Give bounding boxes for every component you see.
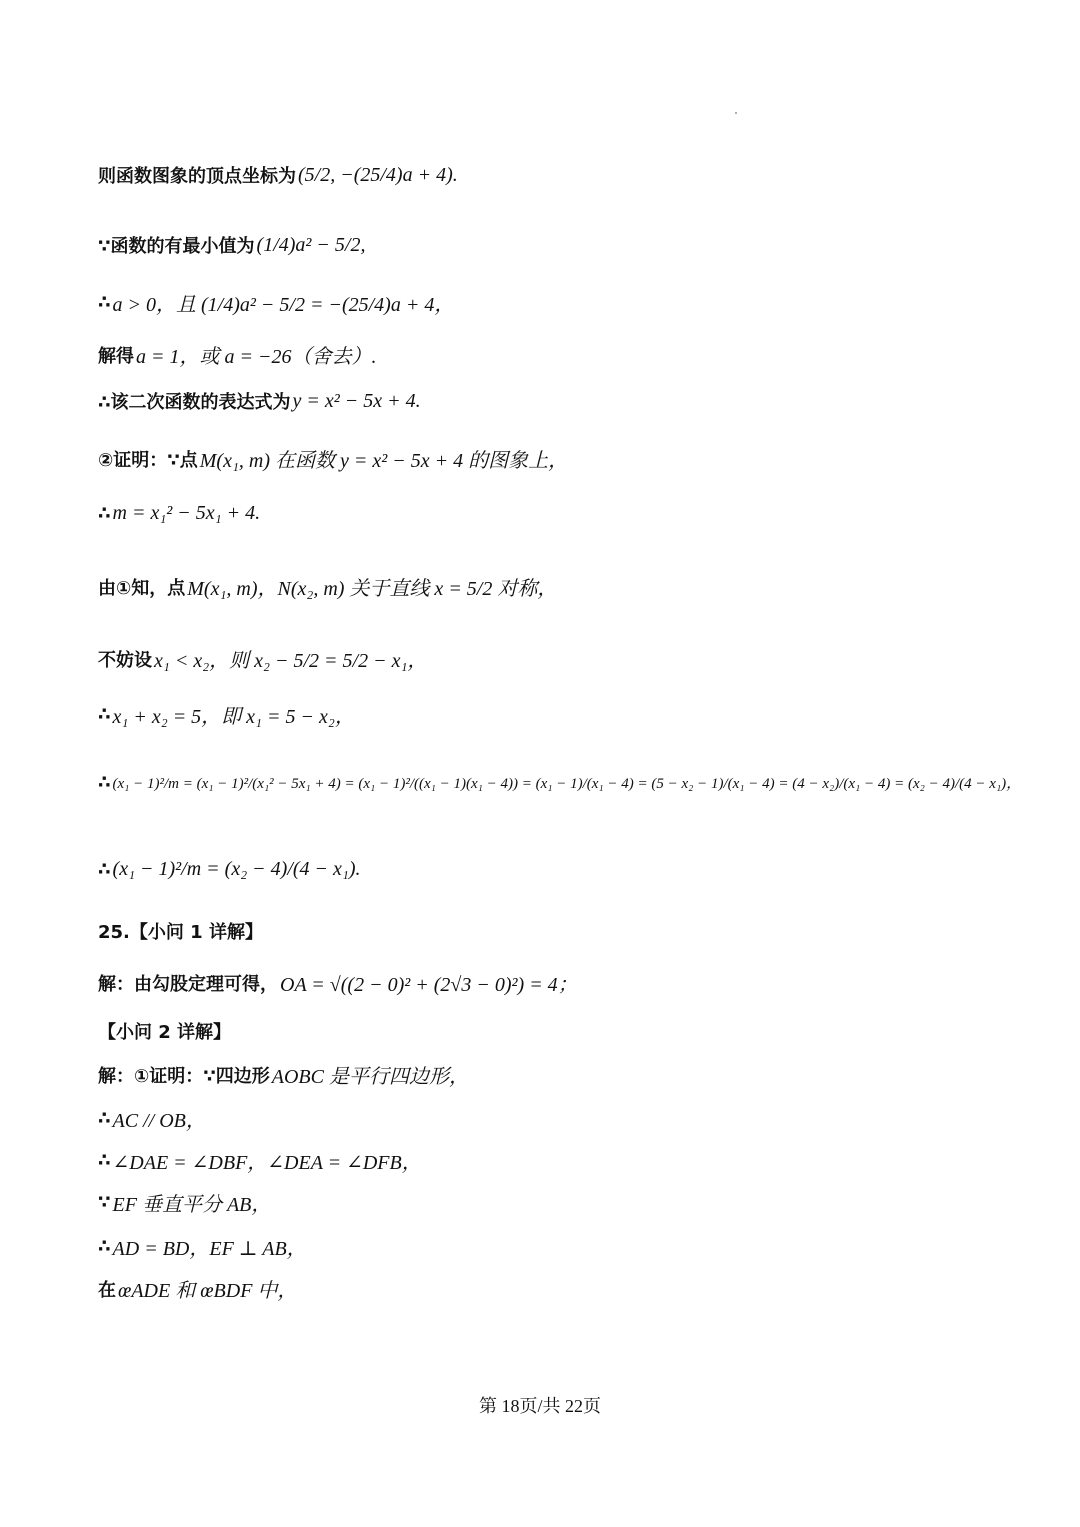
line-math: M(x₁, m)，N(x₂, m) 关于直线 x = 5/2 对称，	[187, 578, 558, 600]
line-math: y = x² − 5x + 4.	[292, 389, 421, 412]
line-math: m = x₁² − 5x₁ + 4.	[112, 502, 261, 524]
page-footer: 第 18页/共 22页	[478, 1396, 601, 1416]
parallelogram-line	[98, 1060, 471, 1089]
line-text: 由①知，点	[98, 577, 186, 599]
line-math: M(x₁, m) 在函数 y = x² − 5x + 4 的图象上，	[199, 450, 569, 472]
line-math: AD = BD，EF ⊥ AB，	[112, 1238, 307, 1260]
line-text: ∴该二次函数的表达式为	[98, 392, 291, 413]
line-math: (x₁ − 1)²/m = (x₁ − 1)²/(x₁² − 5x₁ + 4) = (x₁ − 1)²/((x₁ − 1)(x₁ − 4)) = (x₁ − 1)/(x₁ − 4) = (5 − x₂ − 1)/(x₁ − 4) = (4 − x₂)/(x₁ − 4) = (x₂ − 4)/(4 − x₁)，	[112, 776, 1022, 792]
line-text: ∴	[98, 1108, 111, 1129]
line-text: 解：①证明：∵四边形	[98, 1065, 270, 1087]
triangles-line	[98, 1274, 299, 1303]
assume-line	[98, 644, 429, 673]
equal-segments-line	[98, 1232, 309, 1261]
heading-text: 25.【小问 1 详解】	[98, 922, 263, 943]
vertex-coordinates-line	[98, 162, 460, 188]
line-math: (5/2, −(25/4)a + 4).	[298, 163, 458, 186]
line-text: ∴	[98, 503, 111, 524]
line-math: x₁ < x₂，则 x₂ − 5/2 = 5/2 − x₁，	[154, 650, 428, 672]
line-math: AOBC 是平行四边形，	[271, 1066, 469, 1088]
line-text: 解：由勾股定理可得，	[98, 973, 278, 995]
solve-line	[98, 340, 379, 369]
proof-start-line	[98, 444, 570, 473]
expression-line	[98, 388, 423, 414]
min-value-line	[98, 232, 367, 258]
line-math: œADE 和 œBDF 中，	[118, 1280, 298, 1302]
line-text: ∴	[98, 704, 111, 725]
line-math: (x₁ − 1)²/m = (x₂ − 4)/(4 − x₁).	[112, 858, 361, 880]
line-math: x₁ + x₂ = 5，即 x₁ = 5 − x₂，	[112, 706, 355, 728]
line-text: ∴	[98, 1150, 111, 1171]
sum-line	[98, 700, 357, 729]
parallel-line	[98, 1104, 208, 1133]
heading-text: 【小问 2 详解】	[98, 1022, 232, 1043]
equation-line	[98, 288, 456, 317]
line-text: ②证明：∵点	[98, 449, 198, 471]
line-text: 在	[98, 1279, 116, 1301]
angles-line	[98, 1146, 424, 1175]
line-text: 解得	[98, 345, 134, 367]
line-math: ∠DAE = ∠DBF，∠DEA = ∠DFB，	[112, 1152, 422, 1174]
line-text: ∴	[98, 292, 111, 313]
line-text: 不妨设	[98, 649, 152, 671]
pythagorean-line	[98, 968, 580, 997]
section-25-heading	[98, 918, 263, 944]
fraction-chain-line	[98, 772, 1023, 793]
line-math: OA = √((2 − 0)² + (2√3 − 0)²) = 4；	[280, 974, 578, 996]
line-math: a = 1，或 a = −26（舍去）.	[136, 346, 377, 368]
m-value-line	[98, 502, 262, 525]
line-text: ∴	[98, 772, 111, 793]
line-text: ∵	[98, 1192, 111, 1213]
section-2-heading	[98, 1018, 231, 1044]
line-math: (1/4)a² − 5/2,	[256, 233, 366, 256]
line-math: EF 垂直平分 AB，	[112, 1194, 272, 1216]
line-text: ∴	[98, 859, 111, 880]
line-math: AC // OB，	[112, 1110, 206, 1132]
speck-mark	[735, 112, 737, 114]
line-text: ∵函数的有最小值为	[98, 236, 255, 257]
symmetry-line	[98, 572, 559, 601]
line-math: a > 0，且 (1/4)a² − 5/2 = −(25/4)a + 4，	[112, 294, 455, 316]
conclusion-line	[98, 858, 363, 881]
line-text: 则函数图象的顶点坐标为	[98, 166, 296, 187]
bisector-line	[98, 1188, 273, 1217]
line-text: ∴	[98, 1236, 111, 1257]
